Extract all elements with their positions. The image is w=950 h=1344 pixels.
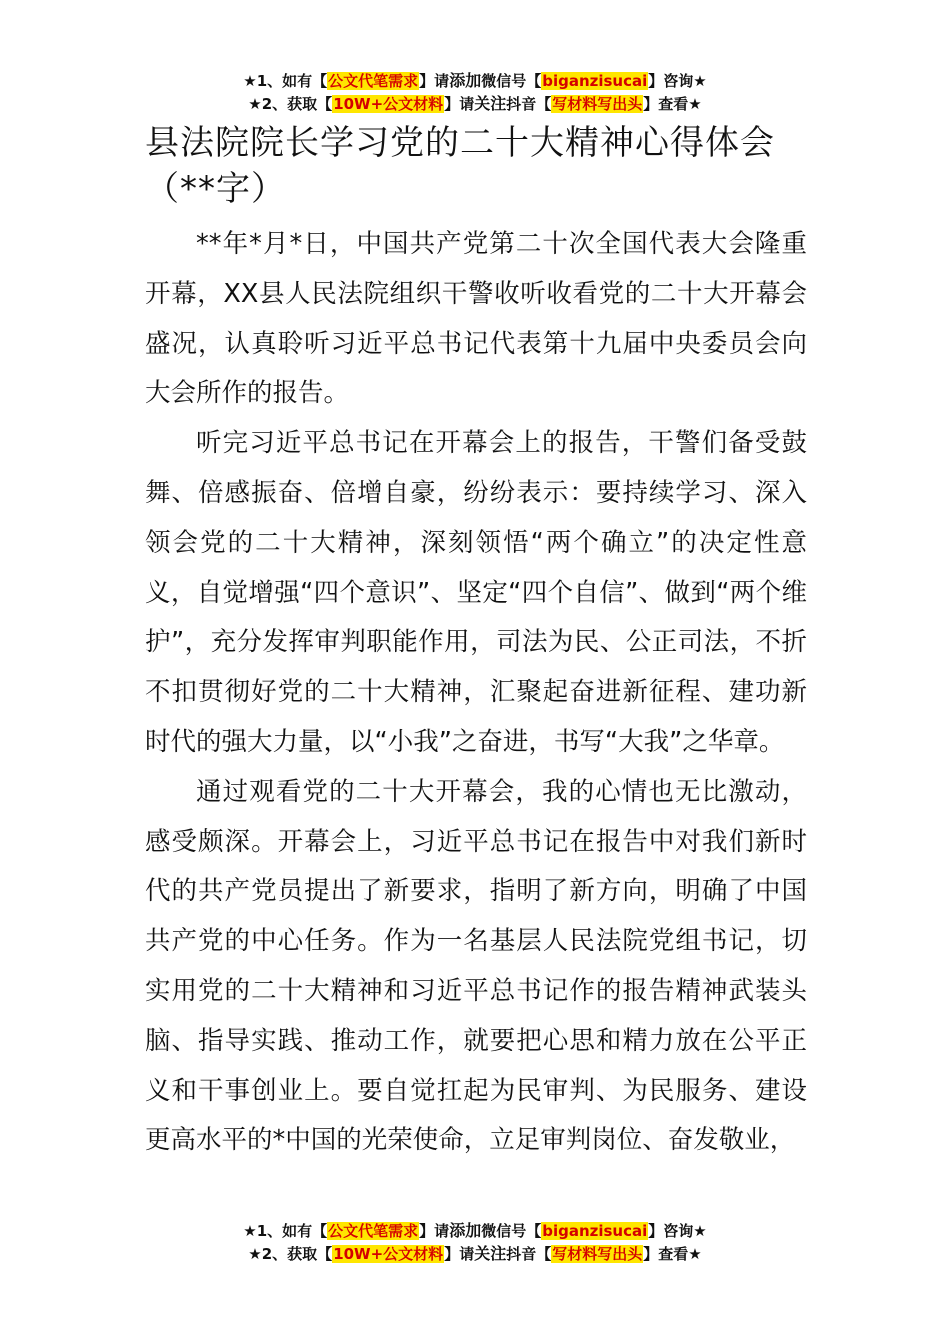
- banner-highlight: 写材料写出头: [552, 95, 643, 113]
- banner-text: 微信号【: [481, 1222, 542, 1240]
- banner-emphasis: 关注: [474, 1244, 507, 1263]
- header-banner: [0, 70, 950, 116]
- banner-text: ★1、如有【: [243, 72, 328, 90]
- banner-text: ★2、获取【: [248, 95, 333, 113]
- paragraph: **年*月*日，中国共产党第二十次全国代表大会隆重开幕，XX县人民法院组织干警收听收看党的二十大开幕会盛况，认真聆听习近平总书记代表第十九届中央委员会向大会所作的报告。: [145, 229, 807, 409]
- banner-text: ★2、获取【: [248, 1245, 333, 1263]
- banner-text: 抖音【: [506, 1245, 552, 1263]
- banner-highlight: 写材料写出头: [552, 1245, 643, 1263]
- banner-text: 抖音【: [506, 95, 552, 113]
- document-title: 县法院院长学习党的二十大精神心得体会（**字）: [145, 123, 775, 209]
- banner-line-2: [0, 1243, 950, 1266]
- banner-text: 】查看★: [643, 95, 702, 113]
- banner-line-1: [0, 1220, 950, 1243]
- banner-highlight: 10W+公文材料: [333, 1245, 444, 1263]
- paragraph: 听完习近平总书记在开幕会上的报告，干警们备受鼓舞、倍感振奋、倍增自豪，纷纷表示：要持续学习、深入领会党的二十大精神，深刻领悟“两个确立”的决定性意义，自觉增强“四个意识”、坚定“四个自信”、做到“两个维护”，充分发挥审判职能作用，司法为民、公正司法，不折不扣贯彻好党的二十大精神，汇聚起奋进新征程、建功新时代的强大力量，以“小我”之奋进，书写“大我”之华章。: [145, 428, 807, 757]
- footer-banner: [0, 1220, 950, 1266]
- banner-text: ★1、如有【: [243, 1222, 328, 1240]
- banner-line-1: [0, 70, 950, 93]
- banner-emphasis: 添加: [449, 1221, 482, 1240]
- banner-line-2: [0, 93, 950, 116]
- banner-emphasis: 关注: [474, 94, 507, 113]
- banner-highlight: biganzisucai: [542, 72, 648, 90]
- banner-highlight: biganzisucai: [542, 1222, 648, 1240]
- banner-text: 微信号【: [481, 72, 542, 90]
- banner-text: 】查看★: [643, 1245, 702, 1263]
- paragraph: 通过观看党的二十大开幕会，我的心情也无比激动，感受颇深。开幕会上，习近平总书记在报告中对我们新时代的共产党员提出了新要求，指明了新方向，明确了中国共产党的中心任务。作为一名基层人民法院党组书记，切实用党的二十大精神和习近平总书记作的报告精神武装头脑、指导实践、推动工作，就要把心思和精力放在公平正义和干事创业上。要自觉扛起为民审判、为民服务、建设更高水平的*中国的光荣使命，立足审判岗位、奋发敬业，: [145, 776, 807, 1156]
- banner-text: 】请: [419, 1222, 450, 1240]
- document-body: [145, 220, 807, 1166]
- banner-highlight: 公文代笔需求: [328, 1222, 419, 1240]
- banner-text: 】请: [444, 95, 475, 113]
- banner-emphasis: 添加: [449, 71, 482, 90]
- banner-text: 】咨询★: [648, 72, 707, 90]
- banner-text: 】请: [419, 72, 450, 90]
- banner-highlight: 10W+公文材料: [333, 95, 444, 113]
- banner-text: 】请: [444, 1245, 475, 1263]
- banner-highlight: 公文代笔需求: [328, 72, 419, 90]
- banner-text: 】咨询★: [648, 1222, 707, 1240]
